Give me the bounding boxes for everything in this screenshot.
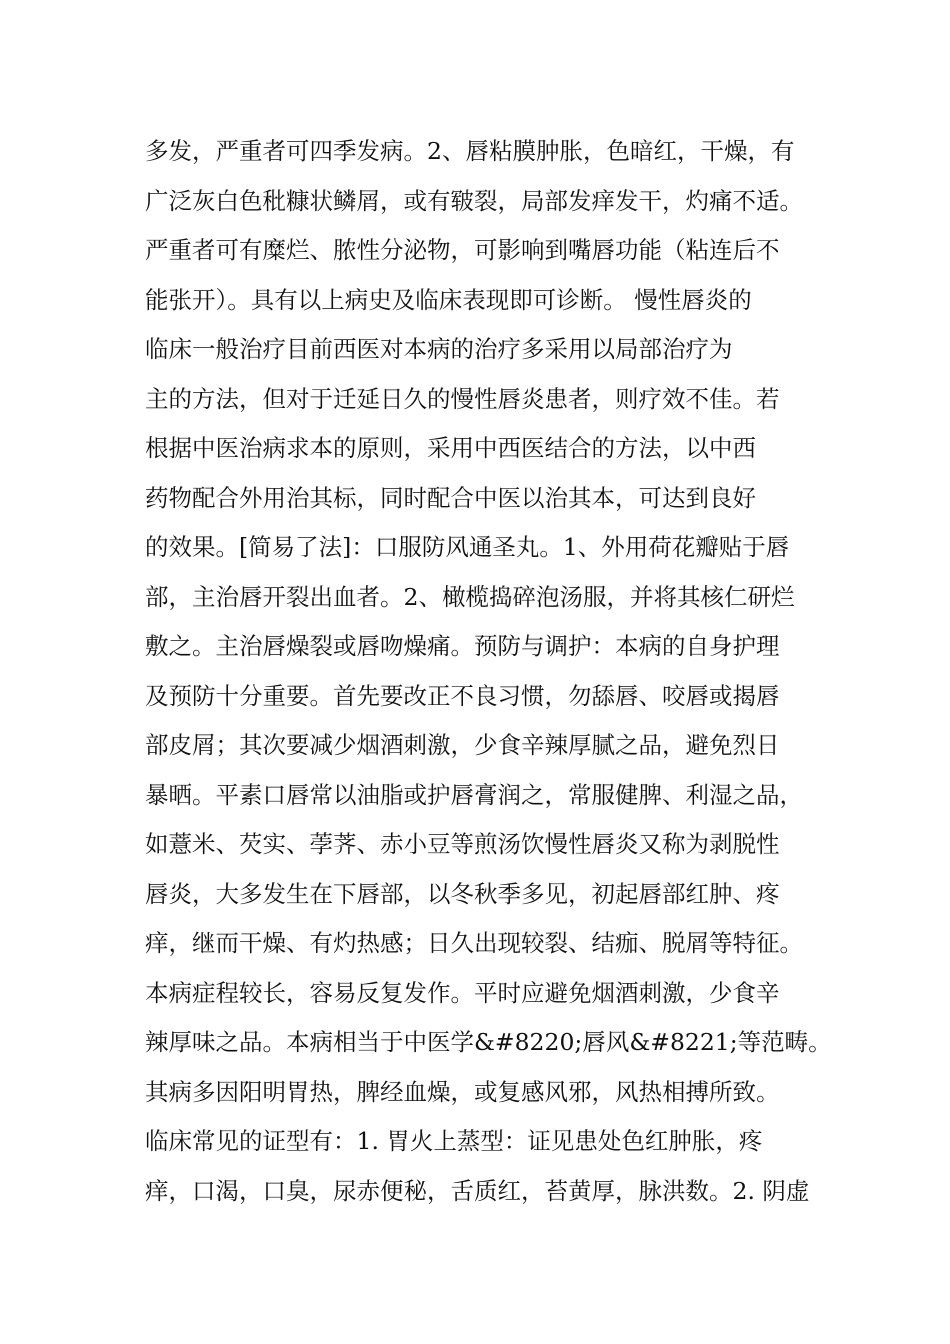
text-line: 的效果。[简易了法]：口服防风通圣丸。1、外用荷花瓣贴于唇 [145, 533, 790, 561]
body-text [145, 127, 835, 1216]
text-line: 辣厚味之品。本病相当于中医学&#8220;唇风&#8221;等范畴。 [145, 1028, 832, 1056]
text-line: 主的方法，但对于迁延日久的慢性唇炎患者，则疗效不佳。若 [145, 384, 780, 413]
text-line: 能张开）。具有以上病史及临床表现即可诊断。 慢性唇炎的 [145, 285, 752, 314]
text-line: 临床常见的证型有：1. 胃火上蒸型：证见患处色红肿胀，疼 [145, 1127, 763, 1155]
text-line: 严重者可有糜烂、脓性分泌物，可影响到嘴唇功能（粘连后不 [145, 236, 780, 264]
text-line: 临床一般治疗目前西医对本病的治疗多采用以局部治疗为 [145, 335, 733, 363]
text-line: 暴晒。平素口唇常以油脂或护唇膏润之，常服健脾、利湿之品， [145, 780, 803, 809]
text-line: 其病多因阳明胃热，脾经血燥，或复感风邪，风热相搏所致。 [145, 1077, 780, 1106]
text-line: 敷之。主治唇燥裂或唇吻燥痛。预防与调护：本病的自身护理 [145, 632, 780, 660]
text-line: 药物配合外用治其标，同时配合中医以治其本，可达到良好 [145, 483, 756, 512]
text-line: 部皮屑；其次要减少烟酒刺激，少食辛辣厚腻之品，避免烈日 [145, 731, 780, 759]
text-line: 部，主治唇开裂出血者。2、橄榄捣碎泡汤服，并将其核仁研烂 [145, 582, 795, 611]
text-line: 多发，严重者可四季发病。2、唇粘膜肿胀，色暗红，干燥，有 [145, 137, 795, 165]
text-line: 及预防十分重要。首先要改正不良习惯，勿舔唇、咬唇或揭唇 [145, 681, 780, 710]
text-line: 痒，继而干燥、有灼热感；日久出现较裂、结痂、脱屑等特征。 [145, 929, 803, 957]
text-line: 广泛灰白色秕糠状鳞屑，或有皲裂，局部发痒发干，灼痛不适。 [145, 186, 803, 215]
text-line: 本病症程较长，容易反复发作。平时应避免烟酒刺激，少食辛 [145, 978, 780, 1007]
text-line: 如薏米、芡实、荸荠、赤小豆等煎汤饮慢性唇炎又称为剥脱性 [145, 830, 780, 858]
text-line: 根据中医治病求本的原则，采用中西医结合的方法，以中西 [145, 434, 756, 462]
text-line: 唇炎，大多发生在下唇部，以冬秋季多见，初起唇部红肿、疼 [145, 879, 780, 908]
text-line: 痒，口渴，口臭，尿赤便秘，舌质红，苔黄厚，脉洪数。2. 阴虚 [145, 1176, 810, 1205]
